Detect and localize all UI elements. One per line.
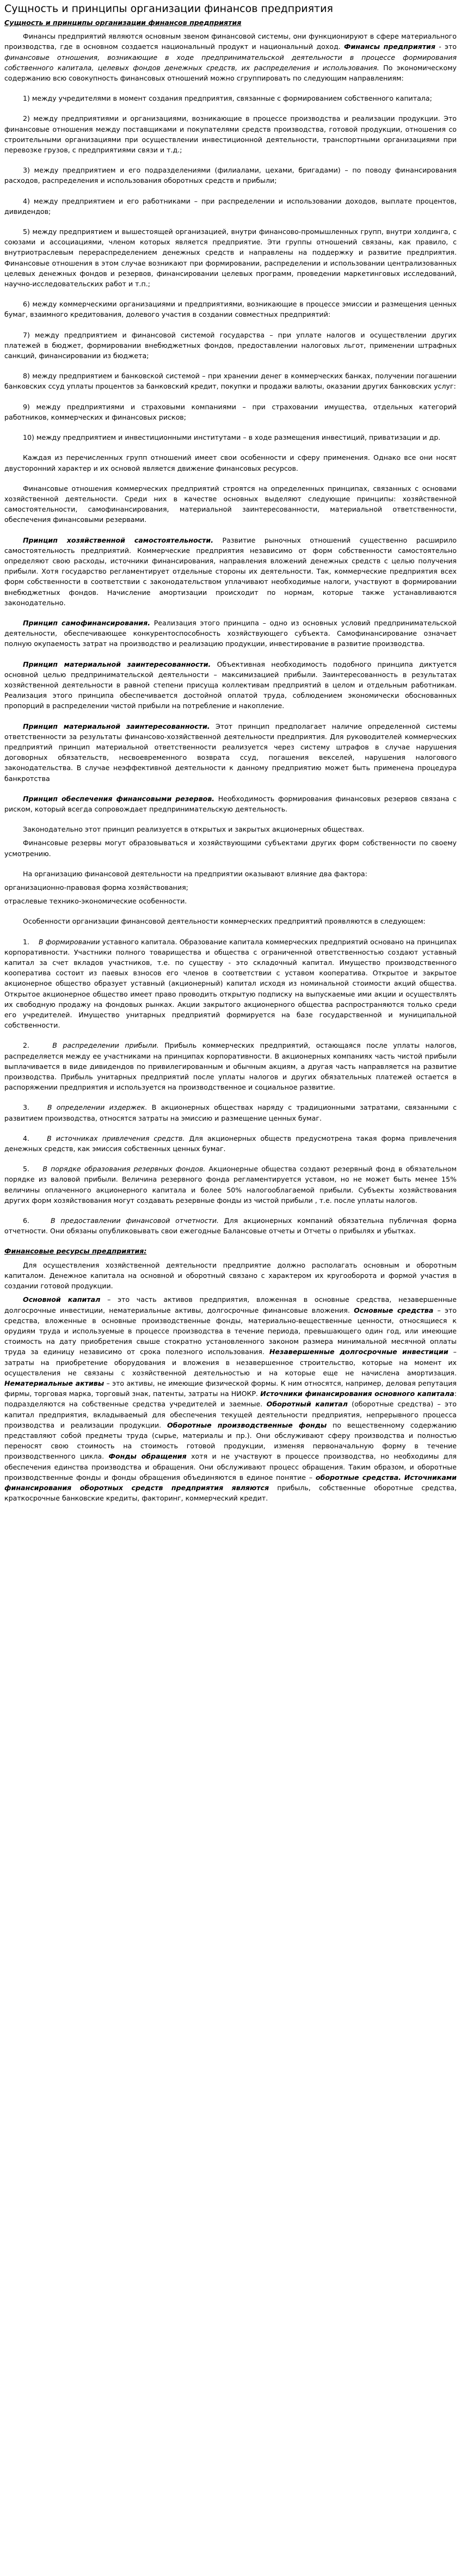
list-item: 10) между предприятием и инвестиционными институтами – в ходе размещения инвестиций, приватизации и др. (23, 433, 441, 442)
principle-name: Принцип хозяйственной самостоятельности. (23, 536, 213, 544)
paragraph-each-group: Каждая из перечисленных групп отношений имеет свои особенности и сферу применения. Однако все они носят двусторонний характер и их основой является движение финансовых ресурсов. (4, 453, 457, 472)
resources-heading-text: Финансовые ресурсы предприятия: (4, 1247, 147, 1256)
resources-heading (4, 1246, 457, 1256)
intro-definition: финансовые отношения, возникающие в ходе предпринимательской деятельности в процессе формирования собственного капитала, целевых фондов денежных средств, их распределения и использования. (4, 53, 457, 72)
term-text: – это средства, вложенные в основные производственные фонды, материально-вещественные ценности, относящиеся к орудиям труда и используемые в процессе производства в течение периода, превышающего один год, или имеющие стоимость на дату приобретения свыше стократно установленного законом размера минимальной месячной оплаты труда за единицу независимо от срока полезного использования. (4, 1306, 457, 1356)
term-text: : подразделяются на собственные средства учредителей и заемные. (4, 1390, 457, 1409)
feature-item (4, 937, 457, 1031)
intro-term: Финансы предприятия (343, 42, 435, 51)
factor-item: отраслевые технико-экономические особенности. (4, 897, 187, 906)
feature-text: Прибыль коммерческих предприятий, остающаяся после уплаты налогов, распределяется между ее участниками на принципах корпоративности. В акционерных компаниях часть чистой прибыли выплачивается в виде дивидендов по привилегированным и обычным акциям, а другая часть направляется на развитие производства. Прибыль унитарных предприятий после уплаты налогов и других обязательных платежей остается в распоряжении предприятия и используется на производственное и социальное развитие. (4, 1041, 457, 1092)
feature-number: 6. (23, 1216, 30, 1225)
list-item: 8) между предприятием и банковской системой – при хранении денег в коммерческих банках, получении погашении банковских ссуд уплаты процентов за банковский кредит, покупки и продажи валюты, оказании других банковских услуг: (4, 372, 457, 391)
feature-title: В распределении прибыли. (52, 1041, 159, 1050)
paragraph-principles: Финансовые отношения коммерческих предприятий строятся на определенных принципах, связанных с основами хозяйственной деятельности. Среди них в качестве основных выделяют следующие принципы: хозяйственной самостоятельности, самофинансирования, материальной заинтересованности, материальной ответственности, обеспечения финансовыми резервами. (4, 484, 457, 524)
feature-text: Акционерные общества создают резервный фонд в обязательном порядке из валовой прибыли. Величина резервного фонда регламентируется уставом, но не может быть менее 15% величины оплаченного акционерного капитала и более 50% налогооблагаемой прибыли. Субъекты хозяйствования других форм хозяйствования могут создавать резервные фонды из чистой прибыли , т.е. после уплаты налогов. (4, 1165, 457, 1204)
feature-number: 2. (23, 1041, 30, 1050)
list-item: 3) между предприятием и его подразделениями (филиалами, цехами, бригадами) – по поводу финансирования расходов, распределения и использования оборотных средств и прибыли; (4, 166, 457, 185)
feature-item (4, 1040, 457, 1092)
feature-item (4, 1102, 457, 1123)
principle-paragraph (4, 535, 457, 608)
list-item: 2) между предприятиями и организациями, возникающие в процессе производства и реализации продукции. Это финансовые отношения между поставщиками и покупателями средств производства, готовой продукции, отношения со строительными организациями при осуществлении инвестиционной деятельности, транспортными организациями при перевозке грузов, с предприятиями связи и т.д.; (4, 114, 457, 155)
term-text: (оборотные средства) – это капитал предприятия, вкладываемый для обеспечения текущей деятельности предприятия, непрерывного процесса производства и реализации продукции. (4, 1400, 457, 1429)
feature-text: В акционерных обществах наряду с традиционными затратами, связанными с развитием производства, относятся затраты на эмиссию и размещение ценных бумаг. (4, 1103, 457, 1122)
principle-name: Принцип самофинансирования. (23, 618, 150, 627)
term-text: прибыль, собственные оборотные средства, краткосрочные банковские кредиты, факторинг, коммерческий кредит. (4, 1483, 457, 1503)
principle-paragraph (4, 721, 457, 784)
feature-text: Для акционерных обществ предусмотрена такая форма привлечения денежных средств, как эмиссия собственных ценных бумаг. (4, 1134, 457, 1153)
term-text: – это часть активов предприятия, вложенная в основные средства, незавершенные долгосрочные инвестиции, нематериальные активы, долгосрочные финансовые вложения. (4, 1295, 457, 1314)
principle-paragraph (4, 659, 457, 711)
paragraph-reserves-other: Финансовые резервы могут образовываться и хозяйствующими субъектами других форм собственности по своему усмотрению. (4, 839, 457, 858)
paragraph-factors-intro: На организацию финансовой деятельности на предприятии оказывают влияние два фактора: (23, 869, 367, 878)
list-item: 7) между предприятием и финансовой системой государства – при уплате налогов и осуществлении других платежей в бюджет, формировании внебюджетных фондов, предоставлении налоговых льгот, применении штрафных санкций, финансировании из бюджета; (4, 330, 457, 360)
term: Основной капитал (23, 1295, 101, 1304)
list-item: 9) между предприятиями и страховыми компаниями – при страховании имущества, отдельных категорий работников, коммерческих и финансовых рисков; (4, 402, 457, 421)
principle-paragraph (4, 794, 457, 814)
feature-text: Для акционерных компаний обязательна публичная форма отчетности. Они обязаны опубликовывать свои ежегодные Балансовые отчеты и Отчеты о прибылях и убытках. (4, 1216, 457, 1235)
principle-name: Принцип материальной заинтересованности. (23, 722, 210, 730)
principle-text: Этот принцип предполагает наличие определенной системы ответственности за результаты финансово-хозяйственной деятельности предприятия. Для руководителей коммерческих предприятий принцип материальной ответственности реализуется через систему штрафов в случае нарушения договорных обязательств, несвоевременного возврата ссуд, погашения векселей, нарушения налогового законодательства. В случае неэффективной деятельности к данному предприятию может быть применена процедура банкротства (4, 722, 457, 783)
term-text: – это активы, не имеющие физической формы. К ним относятся, например, деловая репутация фирмы, торговая марка, торговый знак, патенты, затраты на НИОКР. (4, 1379, 457, 1398)
list-item: 4) между предприятием и его работниками – при распределении и использовании доходов, выплате процентов, дивидендов; (4, 196, 457, 216)
term: Оборотные производственные фонды (167, 1421, 327, 1429)
page-title: Сущность и принципы организации финансов предприятия (4, 3, 333, 15)
list-item: 1) между учредителями в момент создания предприятия, связанные с формированием собственного капитала; (23, 94, 432, 103)
resources-paragraph (4, 1294, 457, 1503)
term: Оборотный капитал (266, 1400, 348, 1409)
feature-title: В источниках привлечения средств. (47, 1134, 185, 1142)
term: оборотные средства. (315, 1473, 401, 1481)
feature-title: В предоставлении финансовой отчетности. (50, 1216, 219, 1225)
feature-title: В формировании (38, 937, 100, 946)
principle-name: Принцип обеспечения финансовыми резервов. (23, 794, 215, 803)
section-subtitle: Сущность и принципы организации финансов предприятия (4, 19, 242, 27)
intro-paragraph (4, 31, 457, 83)
principle-name: Принцип материальной заинтересованности. (23, 660, 211, 668)
term: Фонды обращения (108, 1452, 187, 1461)
relations-list (4, 93, 457, 442)
feature-title: В порядке образования резервных фондов. (42, 1165, 206, 1173)
term-text: по вещественному содержанию представляют собой предметы труда (сырье, материалы и пр.). Они обслуживают сферу производства и полностью переносят свою стоимость на стоимость готовой продукции, изменяя первоначальную форму в течение производственного цикла. (4, 1421, 457, 1461)
term: Источники финансирования основного капитала (260, 1390, 454, 1398)
principle-paragraph (4, 618, 457, 649)
feature-text: уставного капитала. Образование капитала коммерческих предприятий основано на принципах корпоративности. Участники полного товарищества и общества с ограниченной ответственностью создают уставный капитал за счет вкладов участников, т.е. по существу - это складочный капитал. Имущество производственного кооператива состоит из паевых взносов его членов в соответствии с уставом кооператива. Открытое и закрытое акционерное общество образует уставный (акционерный) капитал исходя из номинальной стоимости акций общества. Открытое акционерное общество имеет право проводить открытую подписку на выпускаемые ими акции и осуществлять их свободную продажу на фондовых рынках. Акции закрытого акционерного общества распространяются только среди его учредителей. Имущество унитарных предприятий формируется на базе государственной и муниципальной собственности. (4, 937, 457, 1030)
intro-text-3: По экономическому содержанию всю совокупность финансовых отношений можно сгруппировать по следующим направлениям: (4, 63, 457, 83)
feature-number: 1. (23, 937, 30, 946)
principle-text: Объективная необходимость подобного принципа диктуется основной целью предпринимательской деятельности – максимизацией прибыли. Заинтересованность в результатах хозяйственной деятельности в равной степени присуща коллективам предприятий в целом и отдельным работникам. Реализация этого принципа обеспечивается достойной оплатой труда, соблюдением экономически обоснованных пропорций в распределении чистой прибыли на потребление и накопление. (4, 660, 457, 710)
feature-item (4, 1164, 457, 1206)
term: Источниками финансирования оборотных средств предприятия являются (4, 1473, 457, 1492)
feature-item (4, 1215, 457, 1236)
term: Нематериальные активы (4, 1379, 105, 1387)
feature-number: 4. (23, 1134, 30, 1142)
paragraph-features-intro: Особенности организации финансовой деятельности коммерческих предприятий проявляются в следующем: (23, 917, 426, 926)
term-text: – затраты на приобретение оборудования и вложения в незавершенное строительство, которые на момент их осуществления не связаны с хозяйственной деятельностью и на которые еще не начислена амортизация. (4, 1348, 457, 1377)
factor-item: организационно-правовая форма хозяйствования; (4, 883, 188, 892)
list-item: 5) между предприятием и вышестоящей организацией, внутри финансово-промышленных групп, внутри холдинга, с союзами и ассоциациями, членом которых является предприятие. Эти группы отношений связаны, как правило, с внутриотраслевым перераспределением денежных средств и направлены на поддержку и развитие предприятия. Финансовые отношения в этом случае возникают при формировании, распределении и использовании централизованных целевых денежных фондов и резервов, финансировании целевых программ, проведении маркетинговых исследований, научно-исследовательских работ и т.п.; (4, 228, 457, 288)
term-text: хотя и не участвуют в процессе производства, но необходимы для обеспечения единства производства и обращения. Они обслуживают процесс обращения. Таким образом, и оборотные производственные фонды и фонды обращения объединяются в единое понятие – (4, 1452, 457, 1481)
paragraph-reserves-law: Законодательно этот принцип реализуется в открытых и закрытых акционерных обществах. (23, 825, 365, 834)
principle-text: Развитие рыночных отношений существенно расширило самостоятельность предприятий. Коммерческие предприятия независимо от форм собственности самостоятельно определяют свою расходы, источники финансирования, направления вложений денежных средств с целью получения прибыли. Хотя государство регламентирует отдельные стороны их деятельности. Так, коммерческие предприятия всех форм собственности в соответствии с законодательством уплачивают необходимые налоги, участвуют в формировании внебюджетных фондов. Начисление амортизации происходит по нормам, которые также устанавливаются законодательно. (4, 536, 457, 607)
principle-text: Реализация этого принципа – одно из основных условий предпринимательской деятельности, обеспечивающее конкурентоспособность хозяйствующего субъекта. Самофинансирование означает полную окупаемость затрат на производство и реализацию продукции, инвестирование в развитие производства. (4, 618, 457, 648)
term: Незавершенные долгосрочные инвестиции (269, 1348, 448, 1356)
list-item: 6) между коммерческими организациями и предприятиями, возникающие в процессе эмиссии и размещения ценных бумаг, взаимного кредитования, долевого участия в создании совместных предприятий: (4, 300, 457, 319)
resources-intro: Для осуществления хозяйственной деятельности предприятие должно располагать основным и оборотным капиталом. Денежное капитала на основной и оборотный связано с характером их кругооборота и формой участия в создании готовой продукции. (4, 1261, 457, 1290)
feature-number: 5. (23, 1165, 30, 1173)
intro-text-2: - это (435, 42, 457, 51)
feature-number: 3. (23, 1103, 30, 1112)
principle-text: Необходимость формирования финансовых резервов связана с риском, который всегда сопровождает предпринимательскую деятельность. (4, 794, 457, 813)
feature-title: В определении издержек. (47, 1103, 147, 1112)
feature-item (4, 1133, 457, 1154)
intro-text-1: Финансы предприятий являются основным звеном финансовой системы, они функционируют в сфере материального производства, где в основном создается национальный продукт и национальный доход. (4, 32, 457, 51)
term: Основные средства (354, 1306, 434, 1314)
